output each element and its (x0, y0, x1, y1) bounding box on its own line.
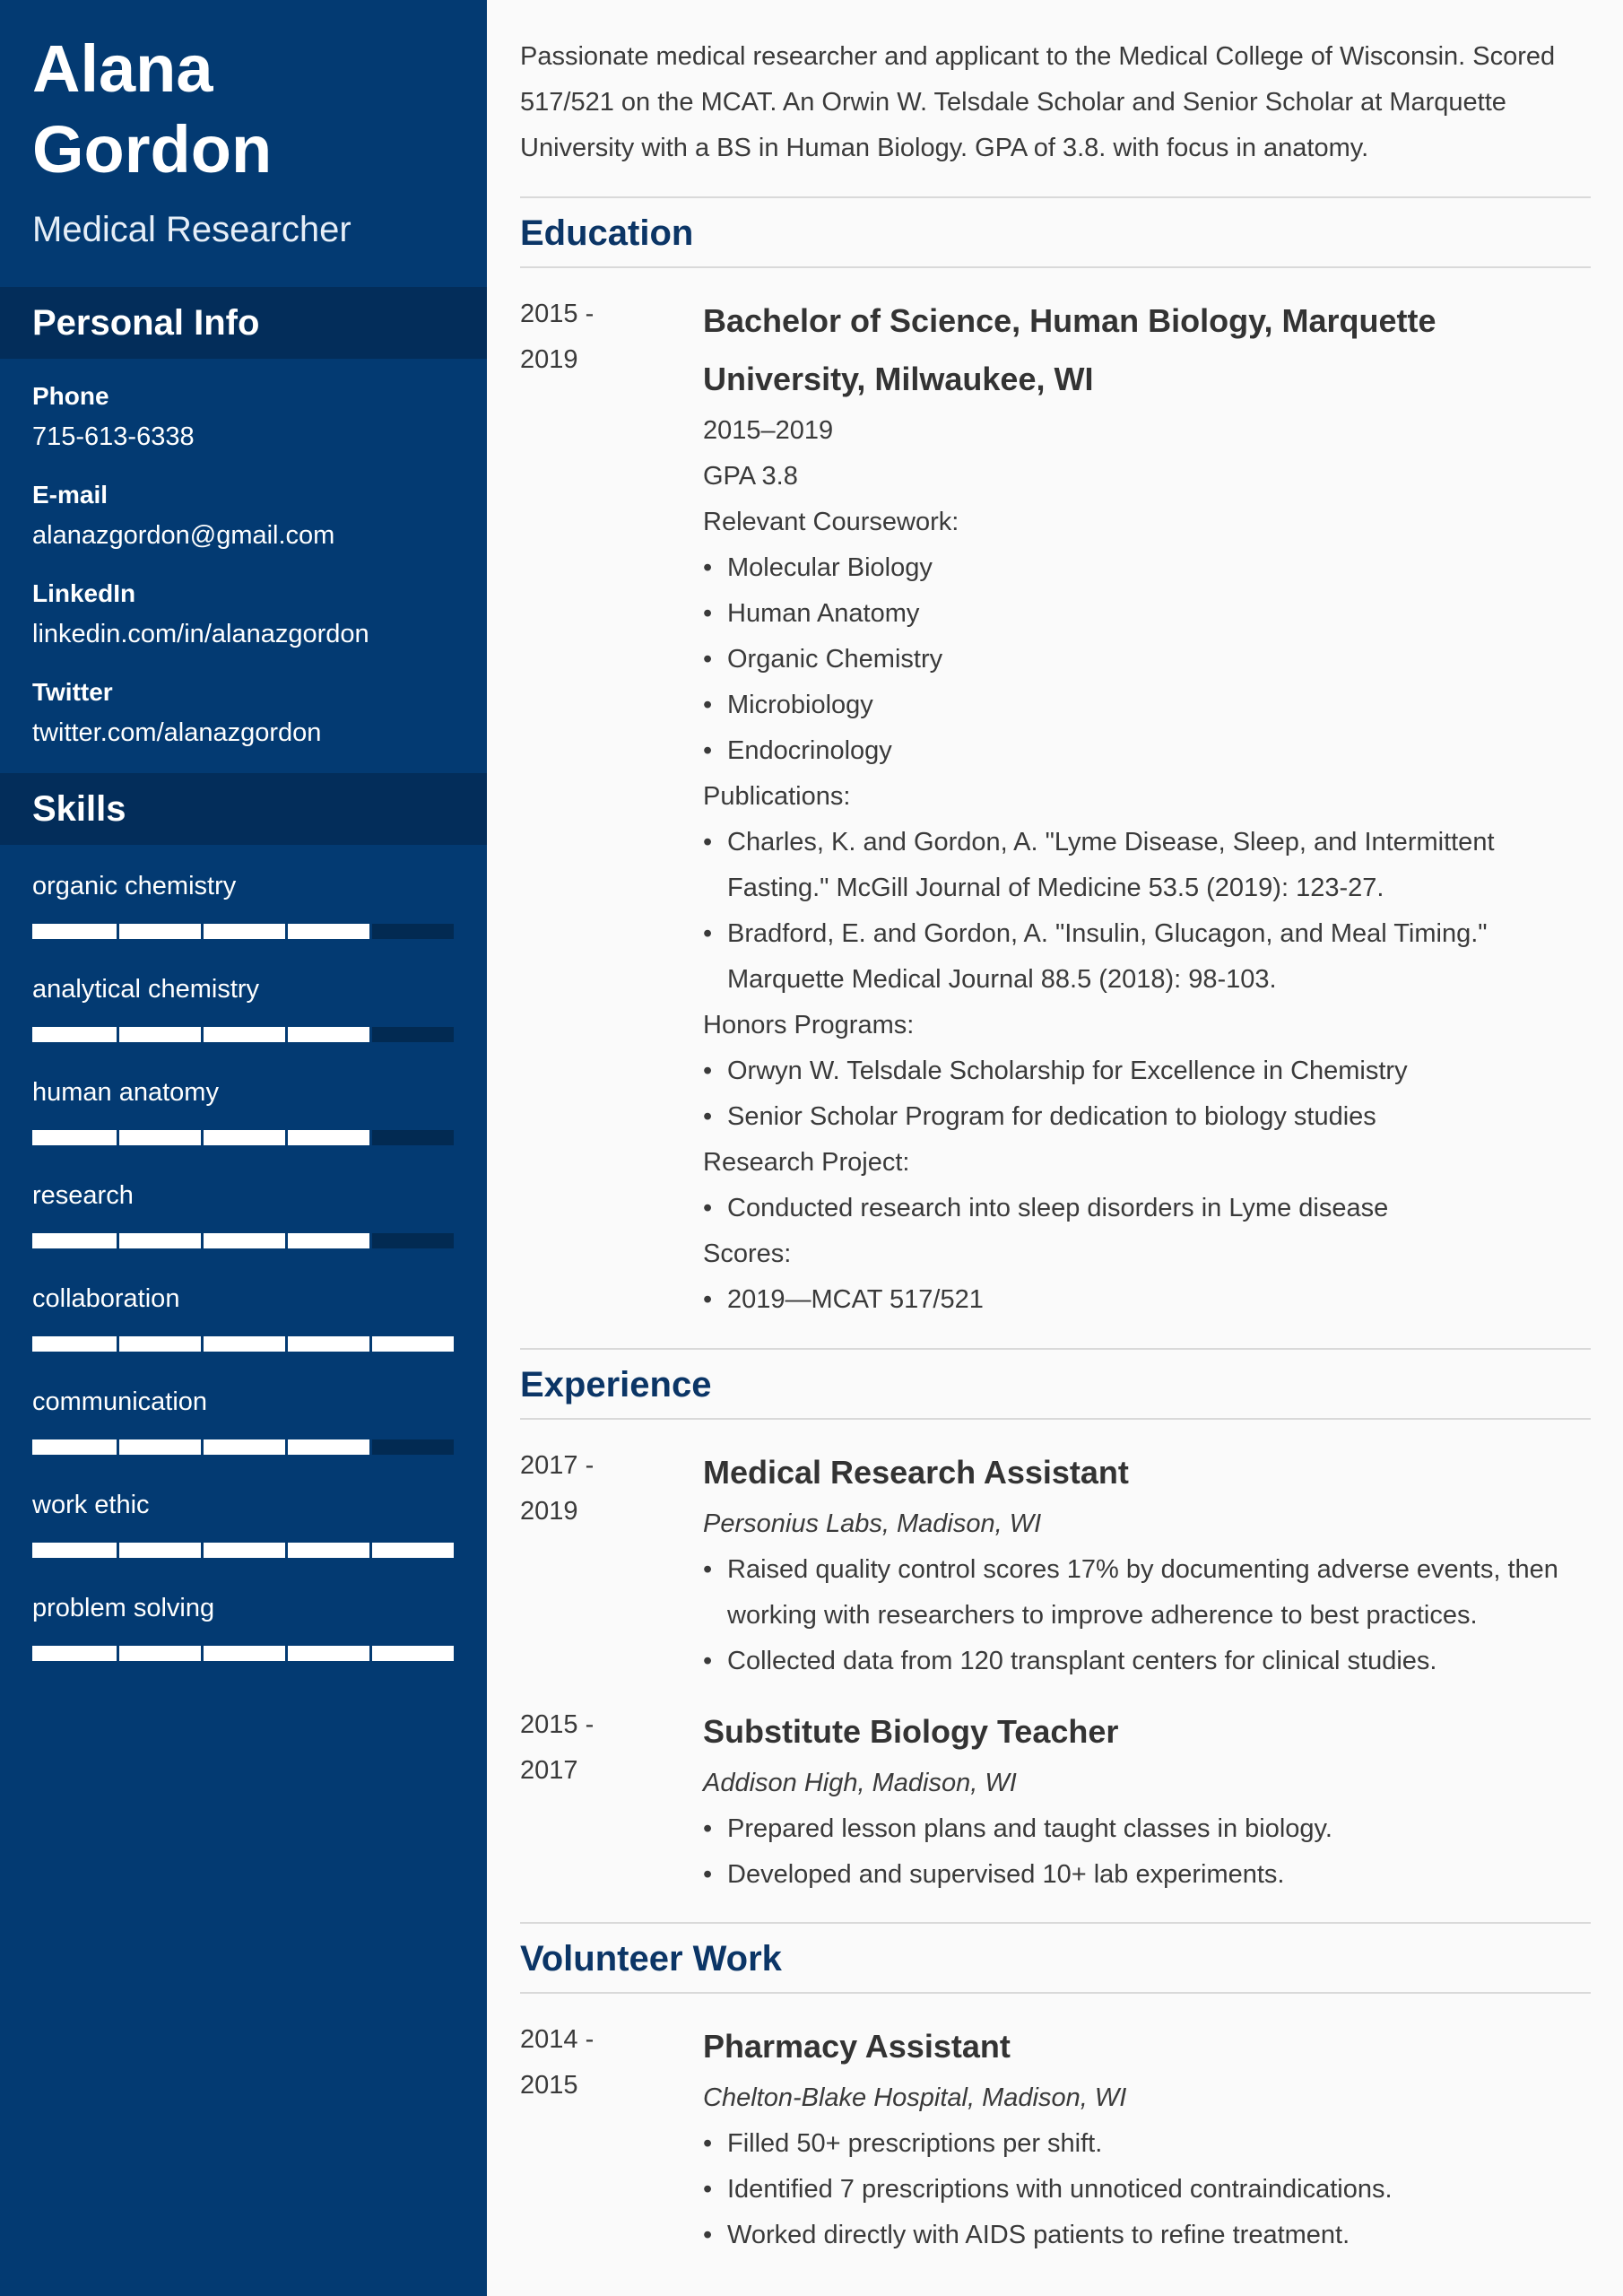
skill-label: problem solving (32, 1594, 215, 1622)
skill-bar (32, 1646, 454, 1661)
skill-segment-divider (201, 924, 204, 939)
skill-segment-divider (117, 924, 119, 939)
skills-heading: Skills (0, 773, 487, 845)
skill-label: work ethic (32, 1491, 150, 1519)
date-end: 2019 (520, 1497, 578, 1526)
entry-date (520, 2017, 703, 2258)
list-item: • Worked directly with AIDS patients to refine treatment. (703, 2213, 1591, 2258)
research-label: Research Project: (703, 1148, 910, 1177)
entry-date (520, 1443, 703, 1684)
skill-segment-divider (285, 924, 288, 939)
skill-label: research (32, 1181, 134, 1210)
skill-segment-divider (201, 1027, 204, 1042)
skill-bar (32, 1130, 454, 1145)
skill-segment-divider (285, 1233, 288, 1248)
list-item: • Orwyn W. Telsdale Scholarship for Excellence in Chemistry (703, 1048, 1591, 1094)
info-linkedin (32, 576, 455, 657)
entry-body (703, 1443, 1591, 1684)
list-item: • Molecular Biology (703, 545, 1591, 591)
skill-segment-divider (369, 1336, 372, 1352)
entry-date (520, 291, 703, 1323)
degree-title: Bachelor of Science, Human Biology, Marquette University, Milwaukee, WI (703, 302, 1436, 397)
skill-item (32, 1074, 455, 1178)
job-title: Pharmacy Assistant (703, 2028, 1011, 2065)
skill-label: collaboration (32, 1284, 180, 1313)
skill-segment-divider (201, 1543, 204, 1558)
date-end: 2015 (520, 2071, 578, 2100)
date-end: 2019 (520, 345, 578, 374)
skill-segment-divider (201, 1233, 204, 1248)
skill-segment-divider (117, 1439, 119, 1455)
scores-label: Scores: (703, 1239, 792, 1268)
skill-item (32, 1178, 455, 1281)
last-name: Gordon (32, 112, 273, 187)
publications-list (703, 820, 1591, 1003)
skill-bar (32, 1543, 454, 1558)
info-label: E-mail (32, 481, 108, 509)
publications-label: Publications: (703, 782, 851, 811)
list-item: • Charles, K. and Gordon, A. "Lyme Disease, Sleep, and Intermittent Fasting." McGill Journal of Medicine 53.5 (2019): 123-27. (703, 820, 1591, 911)
education-entry (520, 291, 1591, 1323)
skill-segment-divider (201, 1439, 204, 1455)
date-end: 2017 (520, 1756, 578, 1785)
list-item: • Microbiology (703, 683, 1591, 728)
skill-item (32, 971, 455, 1074)
organization: Chelton-Blake Hospital, Madison, WI (703, 2083, 1127, 2112)
entry-date (520, 1702, 703, 1898)
entry-body (703, 1702, 1591, 1898)
experience-heading: Experience (520, 1348, 1591, 1420)
list-item: • Human Anatomy (703, 591, 1591, 637)
skill-segment-divider (369, 1027, 372, 1042)
info-label: Phone (32, 382, 109, 410)
skill-segment-divider (117, 1027, 119, 1042)
skill-segment-divider (369, 1439, 372, 1455)
skill-segment-divider (117, 1646, 119, 1661)
info-phone (32, 378, 455, 459)
profile-summary: Passionate medical researcher and applicant to the Medical College of Wisconsin. Scored 517/521 on the MCAT. An Orwin W. Telsdale Scholar and Senior Scholar at Marquette University with a BS in Human Biology. GPA of 3.8. with focus in anatomy. (520, 42, 1556, 162)
skill-segment-divider (117, 1130, 119, 1145)
list-item: • 2019—MCAT 517/521 (703, 1277, 1591, 1323)
skill-item (32, 868, 455, 971)
skill-item (32, 1384, 455, 1487)
skill-segment-divider (369, 924, 372, 939)
skill-level-fill (32, 1646, 454, 1661)
skill-bar (32, 1233, 454, 1248)
skill-label: organic chemistry (32, 872, 237, 900)
volunteer-heading: Volunteer Work (520, 1922, 1591, 1994)
experience-entry (520, 1443, 1591, 1684)
skill-segment-divider (117, 1336, 119, 1352)
list-item: • Organic Chemistry (703, 637, 1591, 683)
experience-entry (520, 1702, 1591, 1898)
skill-segment-divider (285, 1439, 288, 1455)
skill-label: analytical chemistry (32, 975, 260, 1004)
skill-segment-divider (201, 1336, 204, 1352)
honors-label: Honors Programs: (703, 1011, 915, 1039)
list-item: • Senior Scholar Program for dedication to biology studies (703, 1094, 1591, 1140)
info-label: LinkedIn (32, 579, 136, 607)
list-item: • Developed and supervised 10+ lab experiments. (703, 1852, 1591, 1898)
skill-segment-divider (201, 1130, 204, 1145)
twitter-link[interactable]: twitter.com/alanazgordon (32, 718, 322, 747)
skill-segment-divider (285, 1543, 288, 1558)
email-value[interactable]: alanazgordon@gmail.com (32, 521, 335, 550)
skill-item (32, 1281, 455, 1384)
date-start: 2017 - (520, 1451, 595, 1480)
honors-list (703, 1048, 1591, 1140)
job-title: Medical Research Assistant (703, 1454, 1129, 1491)
duties-list (703, 1547, 1591, 1684)
main-content (520, 0, 1591, 2258)
education-heading: Education (520, 196, 1591, 268)
personal-info-list (0, 359, 487, 755)
list-item: • Filled 50+ prescriptions per shift. (703, 2121, 1591, 2167)
list-item: • Identified 7 prescriptions with unnoticed contraindications. (703, 2167, 1591, 2213)
info-twitter (32, 674, 455, 755)
skill-segment-divider (285, 1027, 288, 1042)
skill-level-fill (32, 1543, 454, 1558)
phone-value[interactable]: 715-613-6338 (32, 422, 195, 451)
date-start: 2015 - (520, 1710, 595, 1739)
skill-bar (32, 924, 454, 939)
skill-segment-divider (369, 1130, 372, 1145)
date-start: 2014 - (520, 2025, 595, 2054)
skill-segment-divider (369, 1543, 372, 1558)
job-title: Medical Researcher (32, 210, 352, 249)
candidate-name (0, 0, 487, 190)
first-name: Alana (32, 31, 213, 106)
employer: Personius Labs, Madison, WI (703, 1509, 1042, 1538)
list-item: • Conducted research into sleep disorders in Lyme disease (703, 1186, 1591, 1231)
skill-segment-divider (285, 1646, 288, 1661)
skills-list (0, 845, 487, 1693)
coursework-list (703, 545, 1591, 774)
skill-segment-divider (369, 1646, 372, 1661)
education-gpa: GPA 3.8 (703, 462, 798, 491)
skill-segment-divider (117, 1543, 119, 1558)
entry-body (703, 2017, 1591, 2258)
skill-segment-divider (117, 1233, 119, 1248)
date-start: 2015 - (520, 300, 595, 328)
skill-item (32, 1487, 455, 1590)
skill-segment-divider (285, 1130, 288, 1145)
info-label: Twitter (32, 678, 113, 706)
skill-bar (32, 1336, 454, 1352)
list-item: • Endocrinology (703, 728, 1591, 774)
duties-list (703, 2121, 1591, 2258)
info-email (32, 477, 455, 558)
skill-segment-divider (369, 1233, 372, 1248)
sidebar (0, 0, 487, 2296)
skill-segment-divider (285, 1336, 288, 1352)
research-list (703, 1186, 1591, 1231)
list-item: • Collected data from 120 transplant centers for clinical studies. (703, 1639, 1591, 1684)
skill-bar (32, 1027, 454, 1042)
personal-info-heading: Personal Info (0, 287, 487, 359)
education-years: 2015–2019 (703, 416, 834, 445)
list-item: • Prepared lesson plans and taught classes in biology. (703, 1806, 1591, 1852)
list-item: • Bradford, E. and Gordon, A. "Insulin, Glucagon, and Meal Timing." Marquette Medical Journal 88.5 (2018): 98-103. (703, 911, 1591, 1003)
volunteer-entry (520, 2017, 1591, 2258)
job-title: Substitute Biology Teacher (703, 1713, 1119, 1750)
skill-label: communication (32, 1387, 208, 1416)
linkedin-link[interactable]: linkedin.com/in/alanazgordon (32, 620, 369, 648)
coursework-label: Relevant Coursework: (703, 508, 959, 536)
entry-body (703, 291, 1591, 1323)
skill-bar (32, 1439, 454, 1455)
list-item: • Raised quality control scores 17% by documenting adverse events, then working with researchers to improve adherence to best practices. (703, 1547, 1591, 1639)
skill-label: human anatomy (32, 1078, 219, 1107)
skill-item (32, 1590, 455, 1693)
employer: Addison High, Madison, WI (703, 1769, 1017, 1797)
skill-segment-divider (201, 1646, 204, 1661)
scores-list (703, 1277, 1591, 1323)
duties-list (703, 1806, 1591, 1898)
skill-level-fill (32, 1336, 454, 1352)
